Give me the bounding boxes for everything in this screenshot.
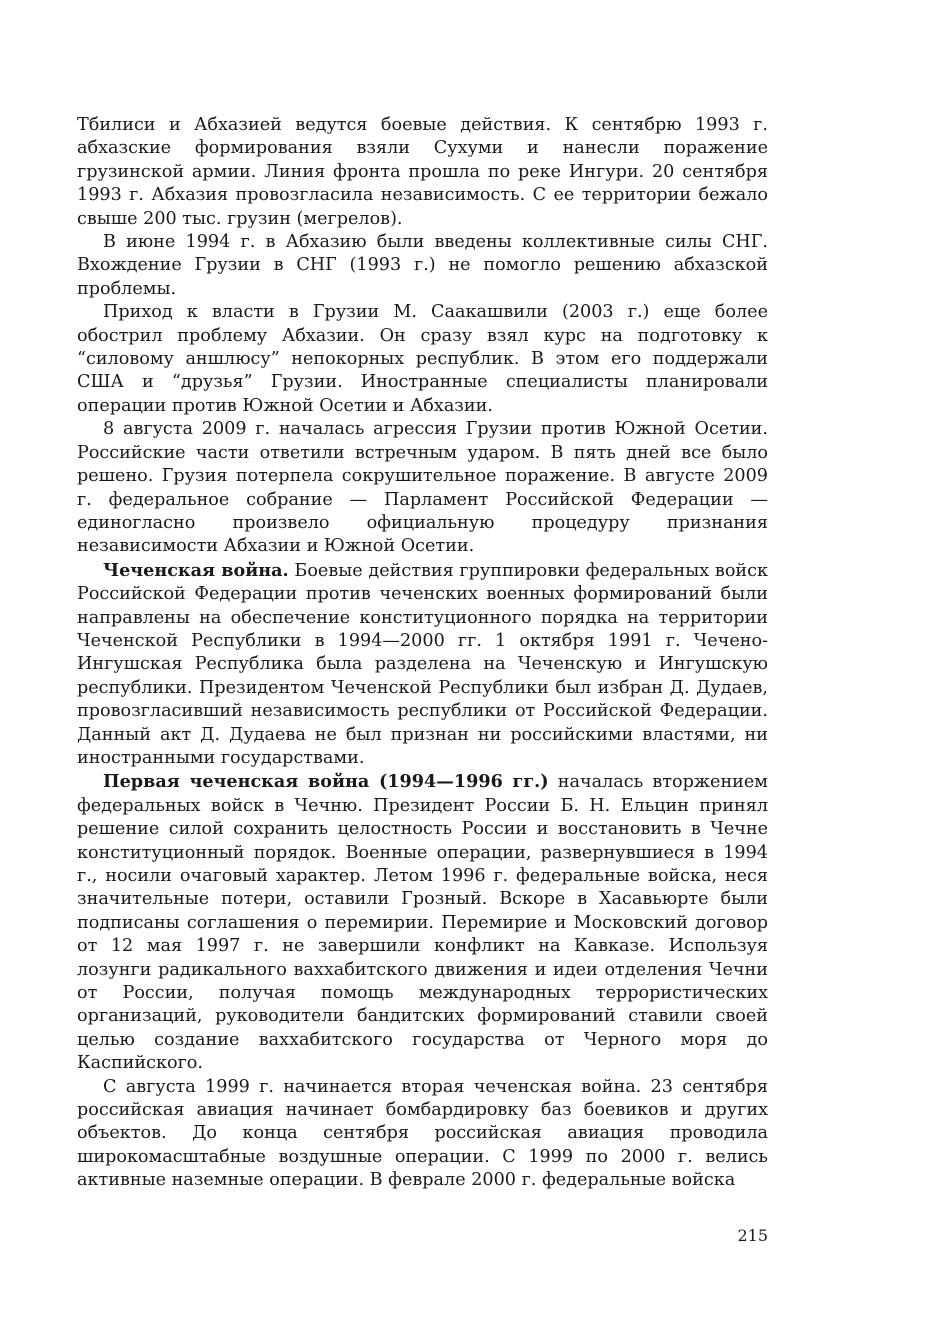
paragraph-text: началась вторжением федеральных войск в Чечню. Президент России Б. Н. Ельцин принял решение силой сохранить целостность России и восстановить в Чечне конституционный порядок. Военные операции, развернувшиеся в 1994 г., носили очаговый характер. Летом 1996 г. федеральные войска, неся значительные потери, оставили Грозный. Вскоре в Хасавьюрте были подписаны соглашения о перемирии. Перемирие и Московский договор от 12 мая 1997 г. не завершили конфликт на Кавказе. Используя лозунги радикального ваххабитского движения и идеи отделения Чечни от России, получая помощь международных террористических организаций, руководители бандитских формирований ставили своей целью создание ваххабитского государства от Черного моря до Каспийского. (77, 772, 768, 1074)
paragraph-text: Тбилиси и Абхазией ведутся боевые действия. К сентябрю 1993 г. абхазские формирования взяли Сухуми и нанесли поражение грузинской армии. Линия фронта прошла по реке Ингури. 20 сентября 1993 г. Абхазия провозгласила независимость. С ее территории бежало свыше 200 тыс. грузин (мегрелов). (77, 115, 768, 229)
paragraph-text: С августа 1999 г. начинается вторая чеченская война. 23 сентября российская авиация начинает бомбардировку баз боевиков и других объектов. До конца сентября российская авиация проводила широкомасштабные воздушные операции. С 1999 по 2000 г. велись активные наземные операции. В феврале 2000 г. федеральные войска (77, 1076, 768, 1191)
paragraph-lead: Первая чеченская война (1994—1996 гг.) (103, 771, 549, 793)
page-body (77, 114, 768, 1193)
page-number: 215 (737, 1226, 768, 1245)
paragraph-lead: Чеченская война. (103, 559, 289, 581)
paragraph-text: Приход к власти в Грузии М. Саакашвили (2003 г.) еще более обострил проблему Абхазии. Он сразу взял курс на подготовку к “силовому аншлюсу” непокорных республик. В этом его поддержали США и “друзья” Грузии. Иностранные специалисты планировали операции против Южной Осетии и Абхазии. (77, 302, 768, 416)
paragraph-first-chechen-war (77, 770, 768, 1075)
paragraph-abkhazia-war (77, 114, 768, 231)
paragraph-second-chechen-war (77, 1076, 768, 1193)
paragraph-august-aggression (77, 418, 768, 558)
paragraph-cis-forces (77, 231, 768, 301)
paragraph-text: 8 августа 2009 г. началась агрессия Грузии против Южной Осетии. Российские части ответили встречным ударом. В пять дней все было решено. Грузия потерпела сокрушительное поражение. В августе 2009 г. федеральное собрание — Парламент Российской Федерации — единогласно произвело официальную процедуру признания независимости Абхазии и Южной Осетии. (77, 419, 768, 557)
paragraph-chechen-war (77, 559, 768, 771)
paragraph-text: В июне 1994 г. в Абхазию были введены коллективные силы СНГ. Вхождение Грузии в СНГ (1993 г.) не помогло решению абхазской проблемы. (77, 232, 768, 299)
paragraph-text: Боевые действия группировки федеральных войск Российской Федерации против чеченских военных формирований были направлены на обеспечение конституционного порядка на территории Чеченской Республики в 1994—2000 гг. 1 октября 1991 г. Чечено-Ингушская Республика была разделена на Чеченскую и Ингушскую республики. Президентом Чеченской Республики был избран Д. Дудаев, провозгласивший независимость республики от Российской Федерации. Данный акт Д. Дудаева не был признан ни российскими властями, ни иностранными государствами. (77, 560, 768, 768)
paragraph-saakashvili (77, 301, 768, 418)
